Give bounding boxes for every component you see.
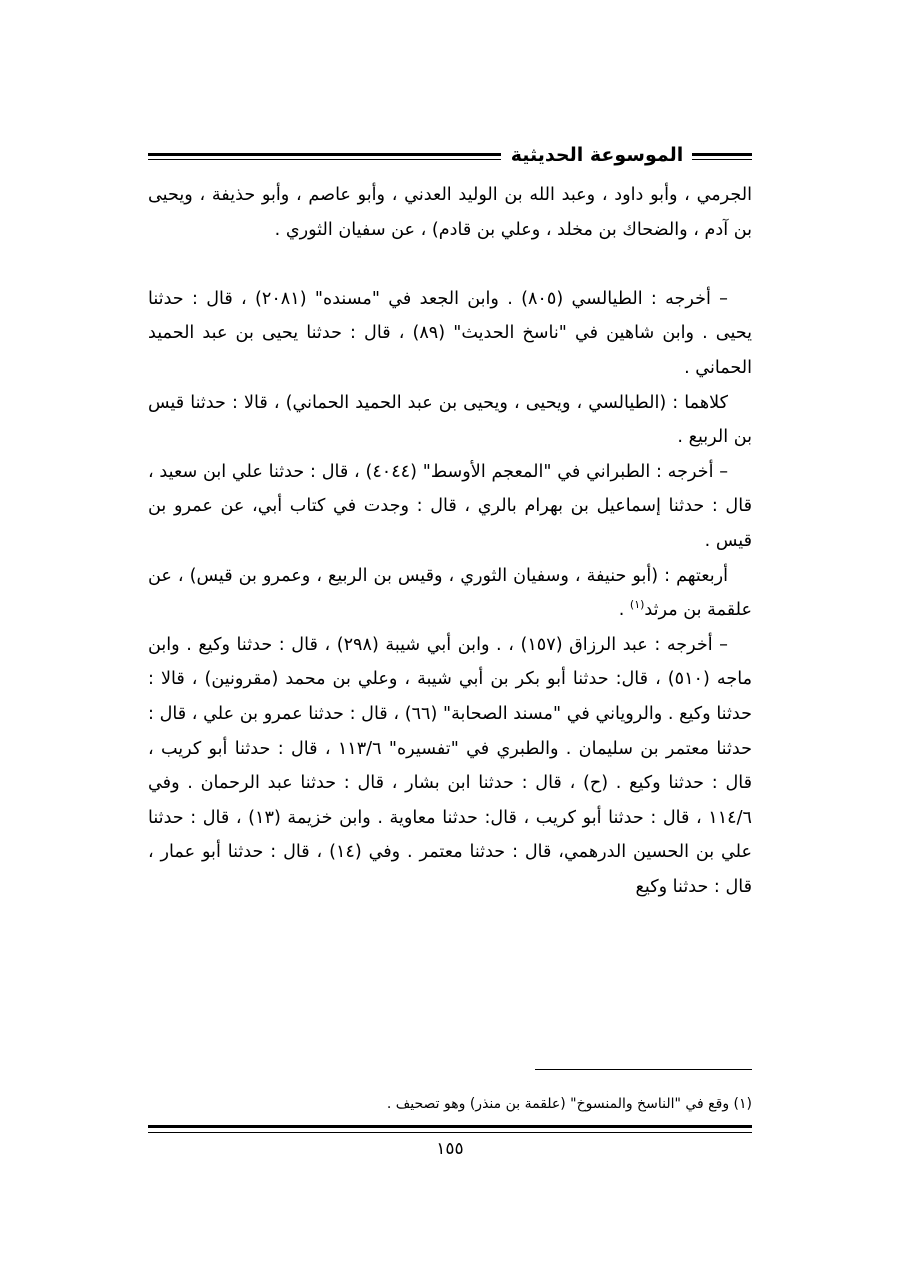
- paragraph-2: – أخرجه : الطيالسي (٨٠٥) . وابن الجعد في "مسنده" (٢٠٨١) ، قال : حدثنا يحيى . وابن شاهين في "ناسخ الحديث" (٨٩) ، قال : حدثنا يحيى بن عبد الحميد الحماني .: [148, 288, 753, 378]
- paragraph-1: الجرمي ، وأبو داود ، وعبد الله بن الوليد العدني ، وأبو عاصم ، وأبو حذيفة ، ويحيى بن آدم ، والضحاك بن مخلد ، وعلي بن قادم) ، عن سفيان الثوري .: [148, 185, 752, 240]
- header-rule-short-thick: [692, 153, 752, 156]
- footnote-marker[interactable]: (١): [629, 598, 645, 612]
- page-header: [148, 138, 752, 172]
- paragraph-5-text: أربعتهم : (أبو حنيفة ، وسفيان الثوري ، وقيس بن الربيع ، وعمرو بن قيس) ، عن علقمة بن مرثد: [148, 565, 752, 621]
- paragraph-5-end: .: [618, 600, 630, 621]
- main-text: [148, 178, 752, 904]
- footnote: (١) وقع في "الناسخ والمنسوخ" (علقمة بن منذر) وهو تصحيف .: [386, 1096, 752, 1112]
- paragraph-4: – أخرجه : الطبراني في "المعجم الأوسط" (٤٠٤٤) ، قال : حدثنا علي ابن سعيد ، قال : حدثنا إسماعيل بن بهرام بالري ، قال : وجدت في كتاب أبي، عن عمرو بن قيس .: [148, 461, 752, 551]
- footer-rule-thin: [148, 1132, 752, 1133]
- paragraph-5: [148, 559, 752, 628]
- header-rule-short-thin: [692, 159, 752, 160]
- page-number: ١٥٥: [436, 1139, 464, 1159]
- paragraph-6: – أخرجه : عبد الرزاق (١٥٧) ، . وابن أبي شيبة (٢٩٨) ، قال : حدثنا وكيع . وابن ماجه (٥١٠) ، قال: حدثنا أبو بكر بن أبي شيبة ، وعلي بن محمد (مقرونين) ، قالا : حدثنا وكيع . والروياني في "مسند الصحابة" (٦٦) ، قال : حدثنا عمرو بن علي ، قال : حدثنا معتمر بن سليمان . والطبري في "تفسيره" ١١٣/٦ ، قال : حدثنا أبو كريب ، قال : حدثنا وكيع . (ح) ، قال : حدثنا ابن بشار ، قال : حدثنا عبد الرحمان . وفي ١١٤/٦ ، قال : حدثنا أبو كريب ، قال: حدثنا معاوية . وابن خزيمة (١٣) ، قال : حدثنا علي بن الحسين الدرهمي، قال : حدثنا معتمر . وفي (١٤) ، قال : حدثنا أبو عمار ، قال : حدثنا وكيع: [148, 634, 752, 897]
- header-rule-long-thick: [148, 153, 501, 156]
- header-rule-long-thin: [148, 159, 501, 160]
- footer-rule-thick: [148, 1125, 752, 1128]
- running-title: الموسوعة الحديثية: [510, 144, 684, 166]
- paragraph-3: كلاهما : (الطيالسي ، ويحيى ، ويحيى بن عبد الحميد الحماني) ، قالا : حدثنا قيس بن الربيع .: [148, 392, 752, 448]
- footnote-separator: [535, 1069, 752, 1070]
